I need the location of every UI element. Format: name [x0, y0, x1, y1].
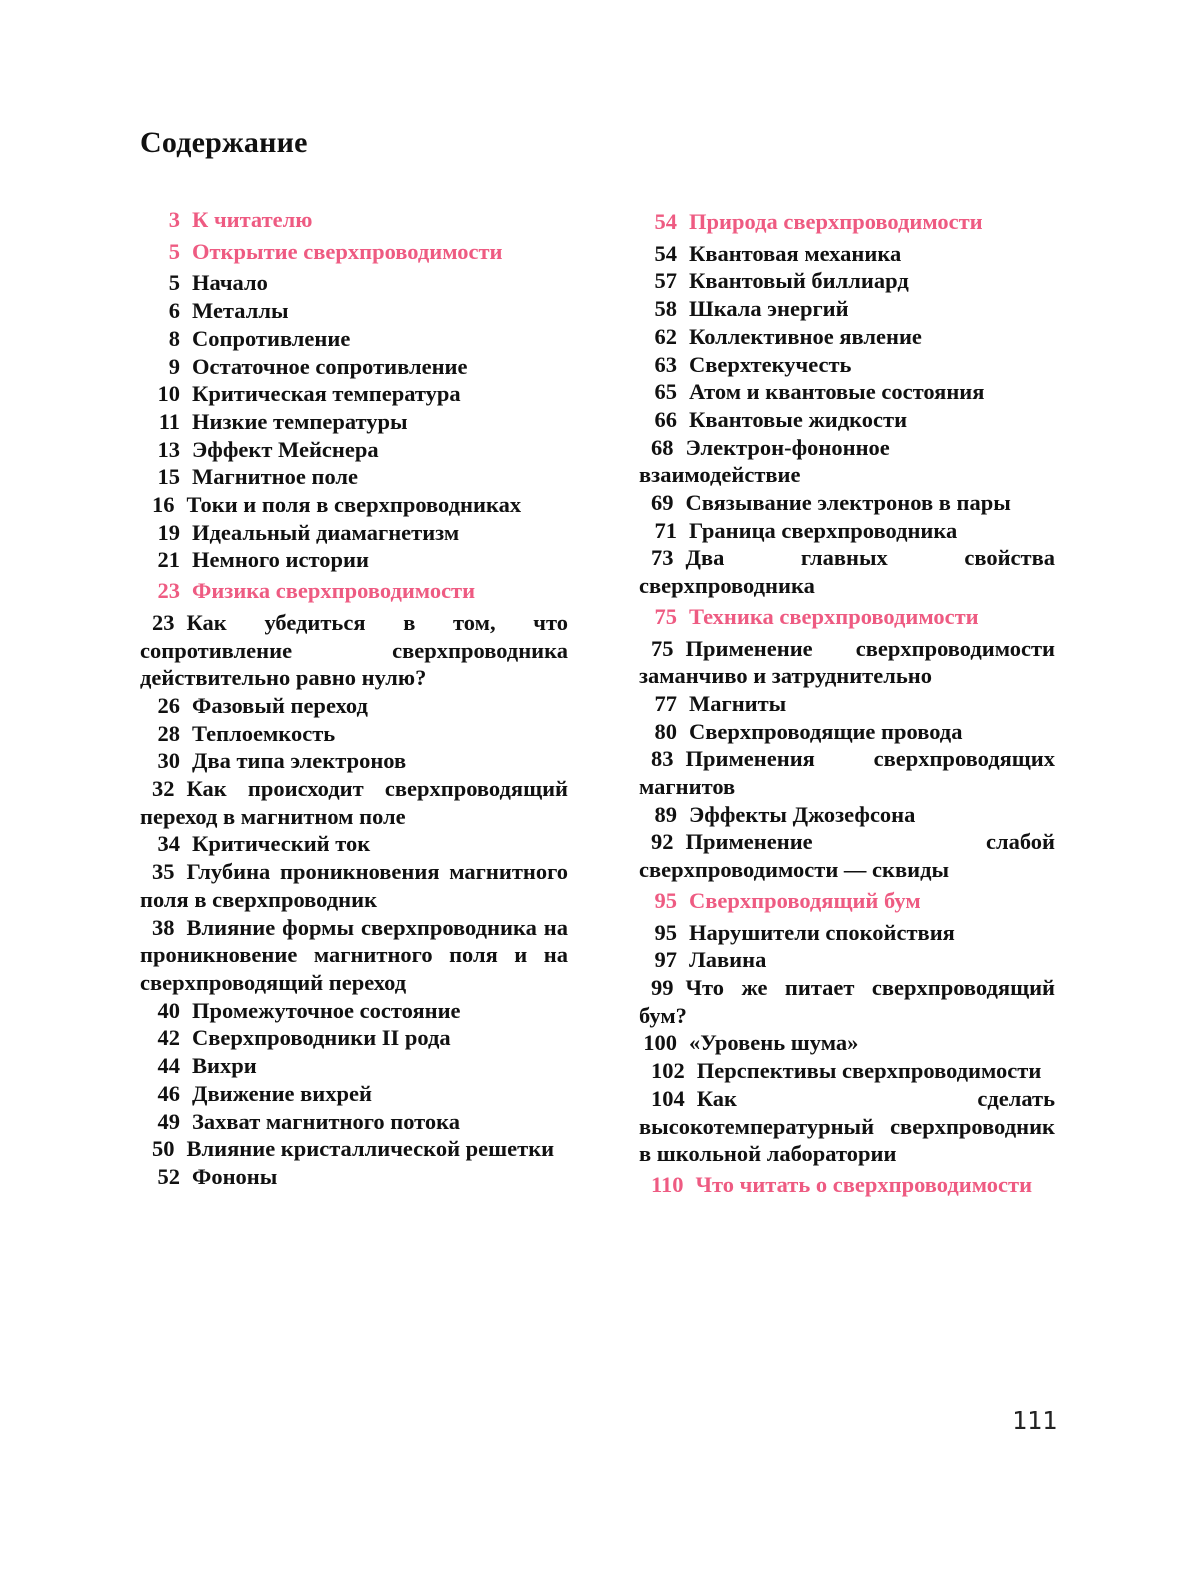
- toc-section-title: Природа сверхпроводимости: [689, 209, 983, 234]
- toc-entry-title: Два главных свойства сверхпроводника: [639, 545, 1055, 599]
- toc-page-number: 34: [157, 831, 180, 857]
- toc-entry: [639, 544, 1055, 599]
- toc-page-number: 44: [157, 1053, 180, 1079]
- toc-entry: [140, 1163, 568, 1191]
- page-title: Содержание: [140, 126, 308, 159]
- toc-page-number: 95: [654, 887, 677, 913]
- toc-entry-title: Движение вихрей: [192, 1080, 372, 1106]
- toc-entry-title: Квантовые жидкости: [689, 406, 908, 432]
- toc-page-number: 28: [157, 720, 180, 746]
- toc-page-number: 15: [157, 464, 180, 490]
- toc-page-number: 5: [168, 270, 180, 296]
- toc-entry-title: Как сделать высокотемпературный сверхпроводник в школьной лаборатории: [639, 1085, 1055, 1167]
- toc-entry-title: Граница сверхпроводника: [689, 517, 958, 543]
- toc-page-number: 42: [157, 1025, 180, 1051]
- toc-entry: [140, 519, 568, 547]
- toc-entry-title: Магнитное поле: [192, 464, 359, 490]
- toc-section-heading: [140, 238, 568, 266]
- toc-section-title: Сверхпроводящий бум: [689, 887, 921, 913]
- toc-page-number: 95: [654, 919, 677, 945]
- toc-page-number: 54: [654, 240, 677, 266]
- toc-entry-title: Атом и квантовые состояния: [689, 379, 985, 405]
- toc-page-number: 35: [152, 859, 175, 885]
- toc-page-number: 57: [654, 268, 677, 294]
- toc-entry-title: Эффекты Джозефсона: [689, 801, 916, 827]
- toc-page-number: 26: [157, 692, 180, 718]
- toc-section-heading: [140, 206, 568, 234]
- toc-page-number: 104: [651, 1085, 685, 1111]
- toc-page-number: 65: [654, 379, 677, 405]
- toc-entry: [140, 858, 568, 913]
- toc-entry-title: Квантовый биллиард: [689, 268, 909, 294]
- toc-entry: [140, 1080, 568, 1108]
- toc-page-number: 58: [654, 296, 677, 322]
- toc-page-number: 13: [157, 436, 180, 462]
- toc-entry: [140, 436, 568, 464]
- toc-entry-title: Применения сверхпроводящих магнитов: [639, 746, 1055, 800]
- toc-entry-title: Остаточное сопротивление: [192, 353, 468, 379]
- page-number: 111: [1012, 1406, 1058, 1435]
- toc-entry-title: Магниты: [689, 690, 787, 716]
- toc-entry: [639, 946, 1055, 974]
- toc-entry: [639, 267, 1055, 295]
- toc-entry: [639, 406, 1055, 434]
- toc-page-number: 69: [651, 490, 674, 516]
- toc-entry: [140, 463, 568, 491]
- toc-entry-title: Теплоемкость: [192, 720, 336, 746]
- toc-entry-title: Металлы: [192, 298, 289, 324]
- toc-entry-title: Применение сверхпроводимости заманчиво и затруднительно: [639, 635, 1055, 689]
- toc-section-title: Техника сверхпроводимости: [689, 603, 979, 629]
- toc-entry-title: Промежуточное состояние: [192, 997, 461, 1023]
- toc-entry: [140, 491, 568, 519]
- toc-entry-title: Коллективное явление: [689, 323, 922, 349]
- toc-entry-title: Электрон-фононное взаимодействие: [639, 434, 890, 488]
- toc-page-number: 46: [157, 1080, 180, 1106]
- toc-entry-title: Применение слабой сверхпроводимости — сквиды: [639, 829, 1055, 883]
- toc-page-number: 63: [654, 351, 677, 377]
- toc-entry-title: Влияние формы сверхпроводника на проникновение магнитного поля и на сверхпроводящий переход: [140, 914, 568, 995]
- toc-page-number: 62: [654, 323, 677, 349]
- toc-right-column: [639, 208, 1055, 1203]
- toc-page-number: 23: [157, 578, 180, 604]
- toc-page-number: 66: [654, 406, 677, 432]
- toc-entry: [639, 974, 1055, 1029]
- toc-page-number: 68: [651, 434, 674, 460]
- toc-page-number: 49: [157, 1108, 180, 1134]
- toc-entry: [639, 378, 1055, 406]
- toc-entry: [140, 1024, 568, 1052]
- toc-entry: [140, 408, 568, 436]
- toc-page-number: 40: [157, 997, 180, 1023]
- toc-section-title: Физика сверхпроводимости: [192, 578, 476, 604]
- toc-entry-title: Немного истории: [192, 547, 369, 573]
- toc-entry-title: Критический ток: [192, 831, 371, 857]
- toc-entry: [140, 380, 568, 408]
- toc-entry: [140, 353, 568, 381]
- toc-entry: [140, 914, 568, 997]
- toc-page-number: 32: [152, 776, 175, 802]
- toc-entry: [639, 295, 1055, 323]
- toc-entry-title: Эффект Мейснера: [192, 436, 379, 462]
- toc-entry-title: Связывание электронов в пары: [685, 490, 1011, 516]
- toc-entry: [140, 692, 568, 720]
- toc-entry-title: Фазовый переход: [192, 692, 368, 718]
- toc-entry-title: Глубина проникновения магнитного поля в сверхпроводник: [140, 859, 568, 912]
- toc-entry-title: Низкие температуры: [192, 408, 408, 434]
- toc-entry-title: Как убедиться в том, что сопротивление сверхпроводника действительно равно нулю?: [140, 609, 568, 691]
- toc-entry-title: Идеальный диамагнетизм: [192, 519, 460, 545]
- toc-entry-title: Критическая температура: [192, 381, 461, 407]
- toc-page-number: 92: [651, 829, 674, 855]
- toc-entry: [639, 489, 1055, 517]
- toc-page-number: 8: [168, 325, 180, 351]
- toc-entry: [140, 1052, 568, 1080]
- toc-page-number: 100: [643, 1030, 677, 1056]
- toc-entry: [140, 747, 568, 775]
- toc-page-number: 77: [654, 690, 677, 716]
- toc-page-number: 73: [651, 545, 674, 571]
- toc-entry-title: Квантовая механика: [689, 240, 902, 266]
- toc-entry-title: Как происходит сверхпроводящий переход в магнитном поле: [140, 776, 568, 829]
- toc-entry: [639, 240, 1055, 268]
- toc-entry: [140, 997, 568, 1025]
- toc-page-number: 89: [654, 801, 677, 827]
- toc-entry: [140, 830, 568, 858]
- toc-entry-title: Сверхпроводящие провода: [689, 718, 963, 744]
- toc-entry: [639, 635, 1055, 690]
- toc-page-number: 11: [158, 408, 180, 434]
- toc-entry: [140, 297, 568, 325]
- toc-page-number: 102: [651, 1058, 685, 1084]
- toc-entry-title: Начало: [192, 270, 268, 296]
- toc-page-number: 6: [168, 298, 180, 324]
- toc-page-number: 10: [157, 381, 180, 407]
- toc-section-heading: [639, 887, 1055, 915]
- toc-page-number: 99: [651, 974, 674, 1000]
- toc-page-number: 75: [654, 603, 677, 629]
- toc-entry: [140, 1108, 568, 1136]
- toc-page-number: 3: [168, 207, 180, 232]
- toc-section-heading: [140, 577, 568, 605]
- toc-page-number: 110: [651, 1171, 684, 1197]
- toc-entry-title: Что же питает сверхпроводящий бум?: [639, 974, 1055, 1028]
- toc-entry-title: «Уровень шума»: [689, 1030, 859, 1056]
- toc-page-number: 30: [157, 748, 180, 774]
- toc-page-number: 38: [152, 914, 175, 940]
- toc-entry: [639, 690, 1055, 718]
- toc-entry-title: Вихри: [192, 1053, 257, 1079]
- toc-entry: [140, 609, 568, 692]
- toc-entry: [140, 546, 568, 574]
- toc-page-number: 19: [157, 519, 180, 545]
- toc-entry-title: Влияние кристаллической решетки: [186, 1136, 555, 1162]
- toc-left-column: [140, 206, 568, 1191]
- toc-entry-title: Сверхпроводники II рода: [192, 1025, 451, 1051]
- toc-entry-title: Токи и поля в сверхпроводниках: [186, 492, 522, 518]
- toc-page-number: 52: [157, 1163, 180, 1189]
- toc-entry: [639, 1085, 1055, 1168]
- toc-entry-title: Нарушители спокойствия: [689, 919, 955, 945]
- toc-page-number: 80: [654, 718, 677, 744]
- toc-entry: [140, 1135, 568, 1163]
- toc-section-heading: [639, 603, 1055, 631]
- toc-entry-title: Захват магнитного потока: [192, 1108, 461, 1134]
- toc-page-number: 16: [152, 492, 175, 518]
- toc-page-number: 54: [654, 209, 677, 234]
- toc-entry: [639, 1029, 1055, 1057]
- toc-entry: [140, 720, 568, 748]
- toc-page-number: 97: [654, 947, 677, 973]
- toc-section-title: Открытие сверхпроводимости: [192, 238, 503, 264]
- toc-entry: [639, 1057, 1055, 1085]
- toc-entry-title: Сверхтекучесть: [689, 351, 852, 377]
- toc-entry: [639, 919, 1055, 947]
- toc-page-number: 21: [157, 547, 180, 573]
- toc-section-heading: [639, 208, 1055, 236]
- toc-entry: [639, 434, 1055, 489]
- toc-page-number: 83: [651, 746, 674, 772]
- toc-entry: [140, 775, 568, 830]
- toc-entry: [639, 718, 1055, 746]
- toc-entry: [140, 269, 568, 297]
- toc-section-title: Что читать о сверхпроводимости: [695, 1171, 1033, 1197]
- toc-section-title: К читателю: [192, 207, 313, 232]
- toc-page-number: 75: [651, 635, 674, 661]
- toc-entry: [639, 323, 1055, 351]
- toc-entry-title: Сопротивление: [192, 325, 351, 351]
- toc-entry: [639, 745, 1055, 800]
- toc-entry: [639, 828, 1055, 883]
- toc-page-number: 23: [152, 609, 175, 635]
- toc-entry: [639, 517, 1055, 545]
- toc-page-number: 50: [152, 1136, 175, 1162]
- toc-page-number: 5: [168, 238, 180, 264]
- toc-entry-title: Лавина: [689, 947, 767, 973]
- toc-entry: [639, 351, 1055, 379]
- toc-entry: [140, 325, 568, 353]
- toc-entry-title: Два типа электронов: [192, 748, 407, 774]
- toc-entry-title: Фононы: [192, 1163, 278, 1189]
- toc-section-heading: [639, 1171, 1055, 1199]
- toc-entry-title: Перспективы сверхпроводимости: [696, 1058, 1042, 1084]
- toc-page-number: 9: [168, 353, 180, 379]
- toc-entry-title: Шкала энергий: [689, 296, 849, 322]
- toc-entry: [639, 801, 1055, 829]
- toc-page-number: 71: [654, 517, 677, 543]
